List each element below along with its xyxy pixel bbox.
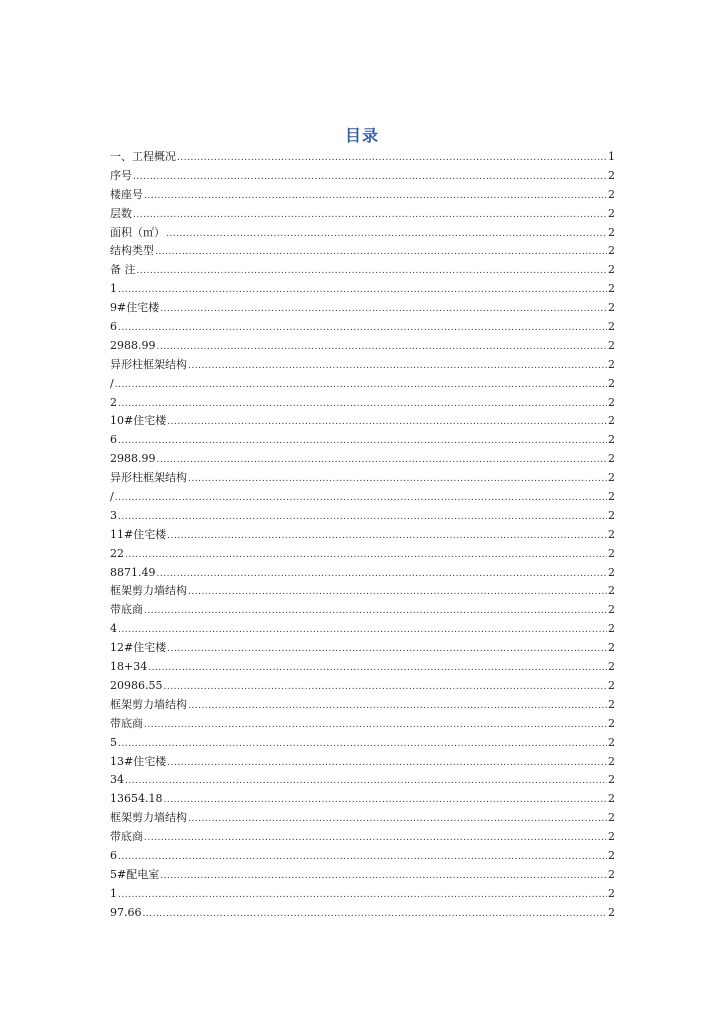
toc-entry[interactable]: [110, 412, 615, 431]
toc-entry[interactable]: [110, 167, 615, 186]
toc-entry-page-number: 2: [608, 811, 615, 825]
toc-entry[interactable]: [110, 431, 615, 450]
toc-entry-page-number: 2: [608, 886, 615, 900]
toc-entry-label: 13#住宅楼: [110, 754, 167, 768]
toc-entry[interactable]: [110, 790, 615, 809]
toc-dot-leader: [118, 319, 607, 337]
toc-dot-leader: [164, 791, 608, 809]
toc-entry-label: 5#配电室: [110, 867, 160, 881]
toc-entry-label: 34: [110, 773, 124, 787]
toc-entry[interactable]: [110, 488, 615, 507]
toc-entry-page-number: 2: [608, 433, 615, 447]
toc-entry-page-number: 2: [608, 244, 615, 258]
toc-dot-leader: [188, 470, 607, 488]
toc-entry-label: 异形柱框架结构: [110, 471, 187, 485]
toc-dot-leader: [118, 432, 607, 450]
toc-entry-page-number: 2: [608, 301, 615, 315]
toc-entry-label: 异形柱框架结构: [110, 357, 187, 371]
toc-entry-label: 1: [110, 886, 117, 900]
toc-title: 目录: [344, 126, 379, 145]
toc-dot-leader: [118, 508, 607, 526]
toc-entry-page-number: 2: [608, 471, 615, 485]
toc-entry[interactable]: [110, 639, 615, 658]
toc-dot-leader: [188, 583, 607, 601]
toc-entry[interactable]: [110, 582, 615, 601]
toc-dot-leader: [125, 772, 607, 790]
toc-entry-label: 97.66: [110, 905, 142, 919]
toc-entry-page-number: 2: [608, 584, 615, 598]
toc-entry[interactable]: [110, 564, 615, 583]
toc-entry[interactable]: [110, 526, 615, 545]
toc-entry-page-number: 2: [608, 187, 615, 201]
toc-entry-label: 11#住宅楼: [110, 527, 167, 541]
toc-entry-page-number: 2: [608, 697, 615, 711]
toc-entry[interactable]: [110, 545, 615, 564]
toc-entry[interactable]: [110, 469, 615, 488]
toc-entry-label: 框架剪力墙结构: [110, 584, 187, 598]
toc-entry-page-number: 2: [608, 263, 615, 277]
toc-entry-page-number: 2: [608, 527, 615, 541]
toc-entry-page-number: 1: [608, 150, 615, 163]
toc-dot-leader: [143, 905, 608, 923]
toc-dot-leader: [157, 451, 608, 469]
toc-entry[interactable]: [110, 450, 615, 469]
toc-entry-page-number: 2: [608, 168, 615, 182]
toc-entry[interactable]: [110, 753, 615, 772]
toc-entry-page-number: 2: [608, 414, 615, 428]
toc-dot-leader: [118, 735, 607, 753]
toc-entry-page-number: 2: [608, 206, 615, 220]
toc-dot-leader: [144, 829, 607, 847]
toc-entry[interactable]: [110, 242, 615, 261]
toc-entry-label: 2: [110, 395, 117, 409]
toc-entry-label: 1: [110, 282, 117, 296]
toc-entry-page-number: 2: [608, 867, 615, 881]
toc-entry-label: 结构类型: [110, 244, 154, 258]
toc-dot-leader: [167, 527, 607, 545]
toc-dot-leader: [144, 716, 607, 734]
toc-dot-leader: [157, 565, 608, 583]
toc-entry-page-number: 2: [608, 716, 615, 730]
toc-entry-page-number: 2: [608, 792, 615, 806]
toc-entry-label: 2988.99: [110, 338, 156, 352]
toc-entry[interactable]: [110, 280, 615, 299]
toc-entry[interactable]: [110, 394, 615, 413]
toc-entry-page-number: 2: [608, 225, 615, 239]
toc-dot-leader: [164, 678, 608, 696]
toc-dot-leader: [188, 697, 607, 715]
toc-entry[interactable]: [110, 205, 615, 224]
toc-entry-label: 序号: [110, 168, 132, 182]
toc-entry-label: 带底商: [110, 830, 143, 844]
toc-dot-leader: [160, 300, 607, 318]
toc-entry-page-number: 2: [608, 641, 615, 655]
toc-entry[interactable]: [110, 318, 615, 337]
toc-entry-page-number: 2: [608, 452, 615, 466]
toc-entry-label: 6: [110, 848, 117, 862]
toc-dot-leader: [166, 225, 607, 243]
toc-dot-leader: [157, 338, 608, 356]
toc-dot-leader: [177, 149, 607, 167]
toc-entry-label: 6: [110, 433, 117, 447]
toc-entry[interactable]: [110, 696, 615, 715]
toc-entry-label: 10#住宅楼: [110, 414, 167, 428]
toc-dot-leader: [188, 810, 607, 828]
toc-entry-page-number: 2: [608, 735, 615, 749]
toc-dot-leader: [167, 640, 607, 658]
toc-entry-label: 带底商: [110, 716, 143, 730]
toc-entry-page-number: 2: [608, 848, 615, 862]
toc-entry[interactable]: [110, 375, 615, 394]
toc-entry-label: 5: [110, 735, 117, 749]
toc-dot-leader: [133, 206, 607, 224]
toc-entry-label: 12#住宅楼: [110, 641, 167, 655]
toc-entry-label: /: [110, 376, 114, 390]
toc-entry-page-number: 2: [608, 660, 615, 674]
toc-dot-leader: [167, 413, 607, 431]
toc-entry[interactable]: [110, 847, 615, 866]
toc-list: [110, 148, 615, 923]
toc-entry[interactable]: [110, 620, 615, 639]
toc-entry-page-number: 2: [608, 622, 615, 636]
toc-entry[interactable]: [110, 356, 615, 375]
toc-entry-page-number: 2: [608, 357, 615, 371]
toc-entry-page-number: 2: [608, 490, 615, 504]
toc-entry[interactable]: [110, 866, 615, 885]
toc-entry[interactable]: [110, 186, 615, 205]
toc-entry-page-number: 2: [608, 773, 615, 787]
toc-entry[interactable]: [110, 337, 615, 356]
toc-entry-label: 带底商: [110, 603, 143, 617]
toc-dot-leader: [118, 848, 607, 866]
toc-dot-leader: [115, 376, 607, 394]
toc-entry-label: /: [110, 490, 114, 504]
toc-dot-leader: [144, 187, 607, 205]
toc-entry[interactable]: [110, 299, 615, 318]
toc-entry-label: 框架剪力墙结构: [110, 697, 187, 711]
toc-dot-leader: [148, 659, 607, 677]
toc-entry-label: 22: [110, 546, 124, 560]
toc-entry[interactable]: [110, 885, 615, 904]
toc-entry-page-number: 2: [608, 678, 615, 692]
toc-entry[interactable]: [110, 771, 615, 790]
toc-entry[interactable]: [110, 809, 615, 828]
toc-entry-page-number: 2: [608, 546, 615, 560]
toc-entry-label: 18+34: [110, 660, 148, 674]
toc-entry-page-number: 2: [608, 830, 615, 844]
toc-entry-label: 面积（㎡）: [110, 225, 165, 239]
toc-entry[interactable]: [110, 224, 615, 243]
toc-entry[interactable]: [110, 677, 615, 696]
toc-dot-leader: [118, 886, 607, 904]
toc-entry-label: 备 注: [110, 263, 136, 277]
toc-entry-label: 6: [110, 320, 117, 334]
toc-entry-page-number: 2: [608, 508, 615, 522]
toc-entry-page-number: 2: [608, 282, 615, 296]
toc-dot-leader: [167, 754, 607, 772]
toc-dot-leader: [133, 168, 607, 186]
toc-entry-page-number: 2: [608, 320, 615, 334]
toc-entry-label: 框架剪力墙结构: [110, 811, 187, 825]
toc-dot-leader: [155, 243, 607, 261]
toc-dot-leader: [160, 867, 607, 885]
toc-entry-label: 9#住宅楼: [110, 301, 160, 315]
toc-entry-label: 20986.55: [110, 678, 163, 692]
toc-entry[interactable]: [110, 715, 615, 734]
toc-entry-label: 13654.18: [110, 792, 163, 806]
toc-entry[interactable]: [110, 148, 615, 167]
toc-dot-leader: [115, 489, 607, 507]
toc-dot-leader: [118, 621, 607, 639]
toc-dot-leader: [188, 357, 607, 375]
toc-entry-page-number: 2: [608, 395, 615, 409]
toc-entry-label: 3: [110, 508, 117, 522]
toc-dot-leader: [118, 281, 607, 299]
toc-entry[interactable]: [110, 601, 615, 620]
toc-dot-leader: [137, 262, 608, 280]
toc-dot-leader: [125, 546, 607, 564]
toc-entry-label: 2988.99: [110, 452, 156, 466]
toc-entry-page-number: 2: [608, 603, 615, 617]
toc-entry[interactable]: [110, 904, 615, 923]
toc-entry-label: 一、工程概况: [110, 150, 176, 163]
toc-entry-label: 4: [110, 622, 117, 636]
toc-entry[interactable]: [110, 658, 615, 677]
toc-dot-leader: [118, 395, 607, 413]
toc-entry[interactable]: [110, 828, 615, 847]
toc-entry-page-number: 2: [608, 905, 615, 919]
toc-entry-page-number: 2: [608, 565, 615, 579]
toc-entry-label: 楼座号: [110, 187, 143, 201]
toc-entry-label: 层数: [110, 206, 132, 220]
toc-entry-page-number: 2: [608, 376, 615, 390]
toc-entry[interactable]: [110, 507, 615, 526]
toc-entry[interactable]: [110, 261, 615, 280]
toc-dot-leader: [144, 602, 607, 620]
toc-entry[interactable]: [110, 734, 615, 753]
toc-entry-page-number: 2: [608, 338, 615, 352]
toc-entry-label: 8871.49: [110, 565, 156, 579]
toc-entry-page-number: 2: [608, 754, 615, 768]
